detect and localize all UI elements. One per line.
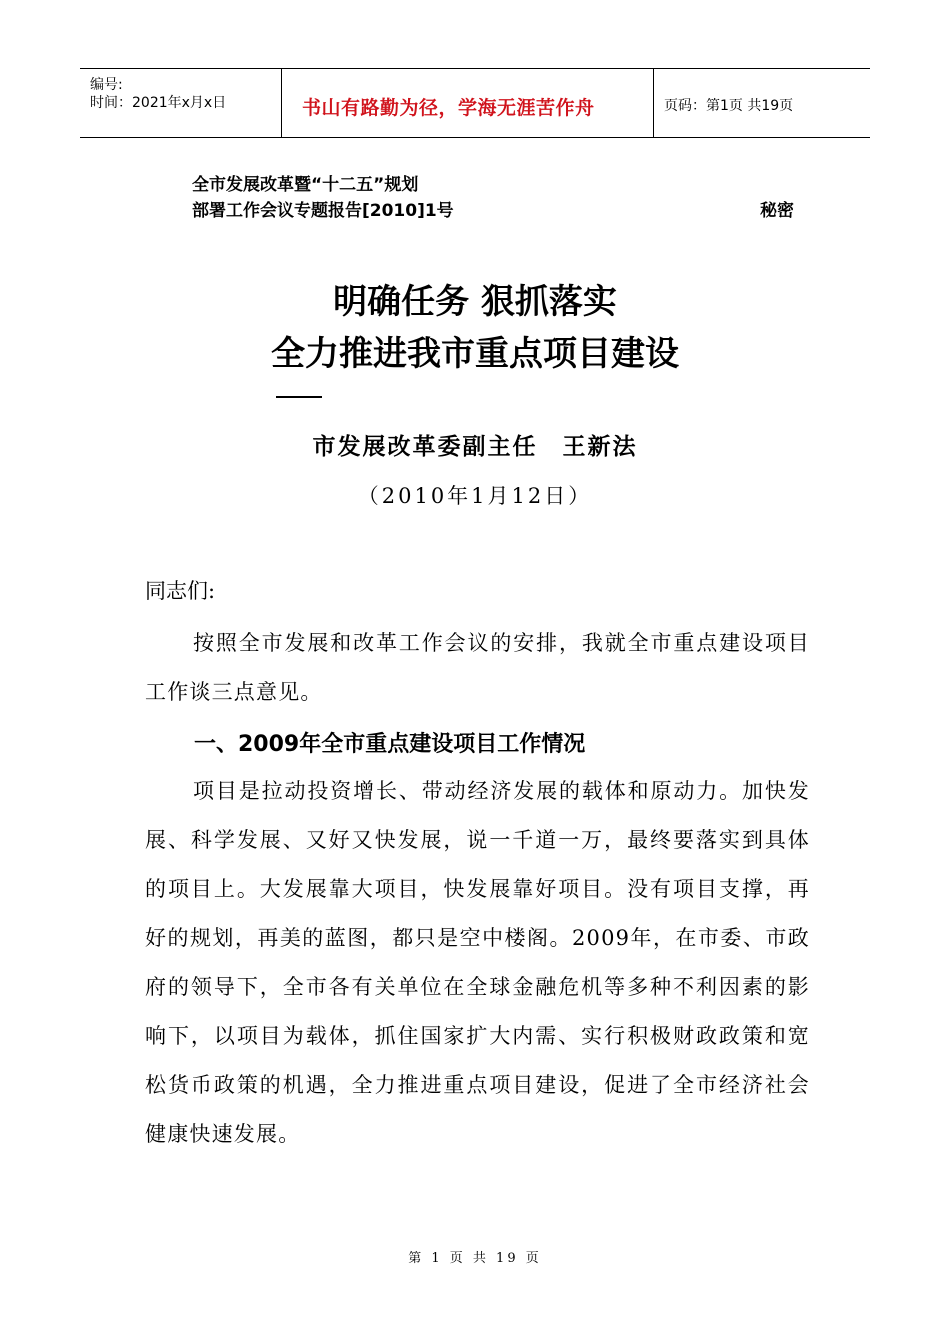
motto: 书山有路勤为径，学海无涯苦作舟 bbox=[302, 97, 595, 119]
header-page-cell bbox=[654, 69, 870, 137]
issuer-line-2: 部署工作会议专题报告[2010]1号 bbox=[192, 201, 454, 221]
section-1-paragraph: 项目是拉动投资增长、带动经济发展的载体和原动力。加快发展、科学发展、又好又快发展，说一千道一万，最终要落实到具体的项目上。大发展靠大项目，快发展靠好项目。没有项目支撑，再好的规划，再美的蓝图，都只是空中楼阁。2009年，在市委、市政府的领导下，全市各有关单位在全球金融危机等多种不利因素的影响下，以项目为载体，抓住国家扩大内需、实行积极财政政策和宽松货币政策的机遇，全力推进重点项目建设，促进了全市经济社会健康快速发展。 bbox=[145, 779, 810, 1146]
author-line: 市发展改革委副主任 王新法 bbox=[312, 433, 638, 460]
title-line-1: 明确任务 狠抓落实 bbox=[333, 282, 617, 322]
document-header bbox=[80, 68, 870, 138]
header-meta bbox=[80, 69, 282, 137]
intro-paragraph: 按照全市发展和改革工作会议的安排，我就全市重点建设项目工作谈三点意见。 bbox=[145, 631, 810, 704]
time-label: 时间：2021年x月x日 bbox=[90, 95, 227, 111]
page-footer: 第 1 页 共 19 页 bbox=[408, 1251, 542, 1266]
header-motto-cell bbox=[282, 69, 654, 137]
date-line: （2010年1月12日） bbox=[357, 484, 593, 508]
page-info: 页码：第1页 共19页 bbox=[664, 98, 794, 114]
greeting: 同志们: bbox=[145, 579, 216, 603]
classification-label: 秘密 bbox=[760, 201, 794, 221]
issuer-line-1: 全市发展改革暨“十二五”规划 bbox=[192, 175, 419, 195]
number-label: 编号: bbox=[90, 77, 123, 93]
title-dash bbox=[276, 396, 322, 398]
title-line-2: 全力推进我市重点项目建设 bbox=[271, 334, 679, 374]
section-1-heading: 一、2009年全市重点建设项目工作情况 bbox=[194, 732, 586, 757]
